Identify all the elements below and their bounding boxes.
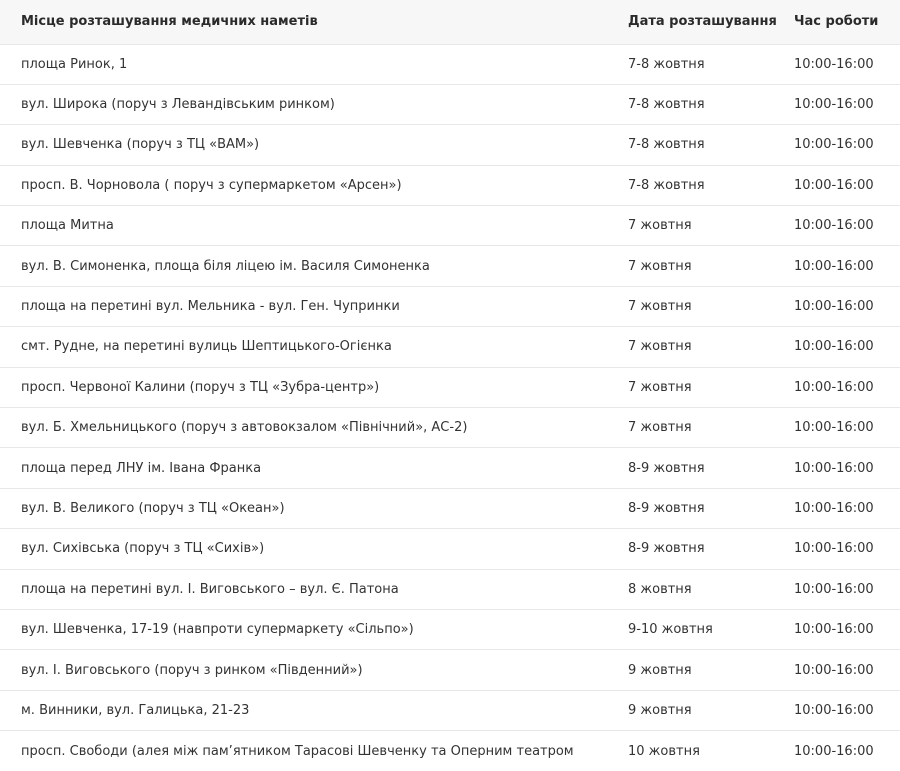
cell-hours: 10:00-16:00 bbox=[794, 541, 874, 557]
cell-location: вул. В. Симоненка, площа біля ліцею ім. Василя Симоненка bbox=[21, 258, 430, 274]
cell-date: 10 жовтня bbox=[628, 743, 700, 759]
table-row bbox=[0, 206, 900, 246]
cell-date: 7-8 жовтня bbox=[628, 137, 705, 153]
cell-location: вул. Шевченка, 17-19 (навпроти супермаркету «Сільпо») bbox=[21, 622, 414, 638]
table-row bbox=[0, 488, 900, 528]
cell-location: смт. Рудне, на перетині вулиць Шептицького-Огієнка bbox=[21, 339, 392, 355]
cell-hours: 10:00-16:00 bbox=[794, 137, 874, 153]
cell-location: просп. Червоної Калини (поруч з ТЦ «Зубра-центр») bbox=[21, 379, 380, 395]
header-hours: Час роботи bbox=[794, 14, 879, 30]
cell-hours: 10:00-16:00 bbox=[794, 662, 874, 678]
cell-date: 7 жовтня bbox=[628, 379, 692, 395]
cell-hours: 10:00-16:00 bbox=[794, 177, 874, 193]
cell-date: 7 жовтня bbox=[628, 420, 692, 436]
cell-location: площа Митна bbox=[21, 218, 114, 234]
table-row bbox=[0, 327, 900, 367]
table-row bbox=[0, 44, 900, 84]
cell-date: 7 жовтня bbox=[628, 339, 692, 355]
cell-date: 8-9 жовтня bbox=[628, 460, 705, 476]
table-row bbox=[0, 125, 900, 165]
cell-location: вул. Широка (поруч з Левандівським ринком) bbox=[21, 97, 335, 113]
table-row bbox=[0, 569, 900, 609]
cell-date: 9-10 жовтня bbox=[628, 622, 713, 638]
cell-date: 8-9 жовтня bbox=[628, 500, 705, 516]
cell-hours: 10:00-16:00 bbox=[794, 420, 874, 436]
table-row bbox=[0, 367, 900, 407]
cell-location: вул. Шевченка (поруч з ТЦ «ВАМ») bbox=[21, 137, 260, 153]
cell-date: 7-8 жовтня bbox=[628, 177, 705, 193]
cell-date: 8 жовтня bbox=[628, 581, 692, 597]
cell-date: 7 жовтня bbox=[628, 218, 692, 234]
cell-hours: 10:00-16:00 bbox=[794, 379, 874, 395]
header-date: Дата розташування bbox=[628, 14, 777, 30]
table-row bbox=[0, 84, 900, 124]
table-row bbox=[0, 408, 900, 448]
cell-date: 9 жовтня bbox=[628, 702, 692, 718]
cell-date: 7 жовтня bbox=[628, 258, 692, 274]
cell-location: площа перед ЛНУ ім. Івана Франка bbox=[21, 460, 262, 476]
cell-hours: 10:00-16:00 bbox=[794, 339, 874, 355]
cell-hours: 10:00-16:00 bbox=[794, 56, 874, 72]
table-row bbox=[0, 286, 900, 326]
cell-date: 7-8 жовтня bbox=[628, 97, 705, 113]
cell-date: 8-9 жовтня bbox=[628, 541, 705, 557]
cell-date: 9 жовтня bbox=[628, 662, 692, 678]
cell-location: вул. В. Великого (поруч з ТЦ «Океан») bbox=[21, 500, 285, 516]
table-row bbox=[0, 529, 900, 569]
cell-location: вул. Сихівська (поруч з ТЦ «Сихів») bbox=[21, 541, 265, 557]
header-location: Місце розташування медичних наметів bbox=[21, 14, 318, 30]
cell-location: вул. Б. Хмельницького (поруч з автовокзалом «Північний», АС-2) bbox=[21, 420, 468, 436]
cell-hours: 10:00-16:00 bbox=[794, 218, 874, 234]
table-row bbox=[0, 448, 900, 488]
cell-hours: 10:00-16:00 bbox=[794, 702, 874, 718]
cell-hours: 10:00-16:00 bbox=[794, 743, 874, 759]
table-row bbox=[0, 246, 900, 286]
cell-location: м. Винники, вул. Галицька, 21-23 bbox=[21, 702, 250, 718]
table-row bbox=[0, 731, 900, 771]
cell-location: площа на перетині вул. І. Виговського – вул. Є. Патона bbox=[21, 581, 399, 597]
cell-hours: 10:00-16:00 bbox=[794, 581, 874, 597]
cell-location: просп. В. Чорновола ( поруч з супермаркетом «Арсен») bbox=[21, 177, 402, 193]
table-row bbox=[0, 650, 900, 690]
cell-hours: 10:00-16:00 bbox=[794, 622, 874, 638]
table-row bbox=[0, 165, 900, 205]
table-row bbox=[0, 690, 900, 730]
cell-hours: 10:00-16:00 bbox=[794, 258, 874, 274]
cell-date: 7-8 жовтня bbox=[628, 56, 705, 72]
cell-hours: 10:00-16:00 bbox=[794, 97, 874, 113]
cell-location: просп. Свободи (алея між пам’ятником Тарасові Шевченку та Оперним театром bbox=[21, 743, 574, 759]
cell-location: вул. І. Виговського (поруч з ринком «Південний») bbox=[21, 662, 363, 678]
cell-hours: 10:00-16:00 bbox=[794, 460, 874, 476]
table-row bbox=[0, 609, 900, 649]
cell-hours: 10:00-16:00 bbox=[794, 500, 874, 516]
cell-hours: 10:00-16:00 bbox=[794, 299, 874, 315]
cell-date: 7 жовтня bbox=[628, 299, 692, 315]
cell-location: площа на перетині вул. Мельника - вул. Ген. Чупринки bbox=[21, 299, 400, 315]
cell-location: площа Ринок, 1 bbox=[21, 56, 128, 72]
table-header-row bbox=[0, 0, 900, 44]
